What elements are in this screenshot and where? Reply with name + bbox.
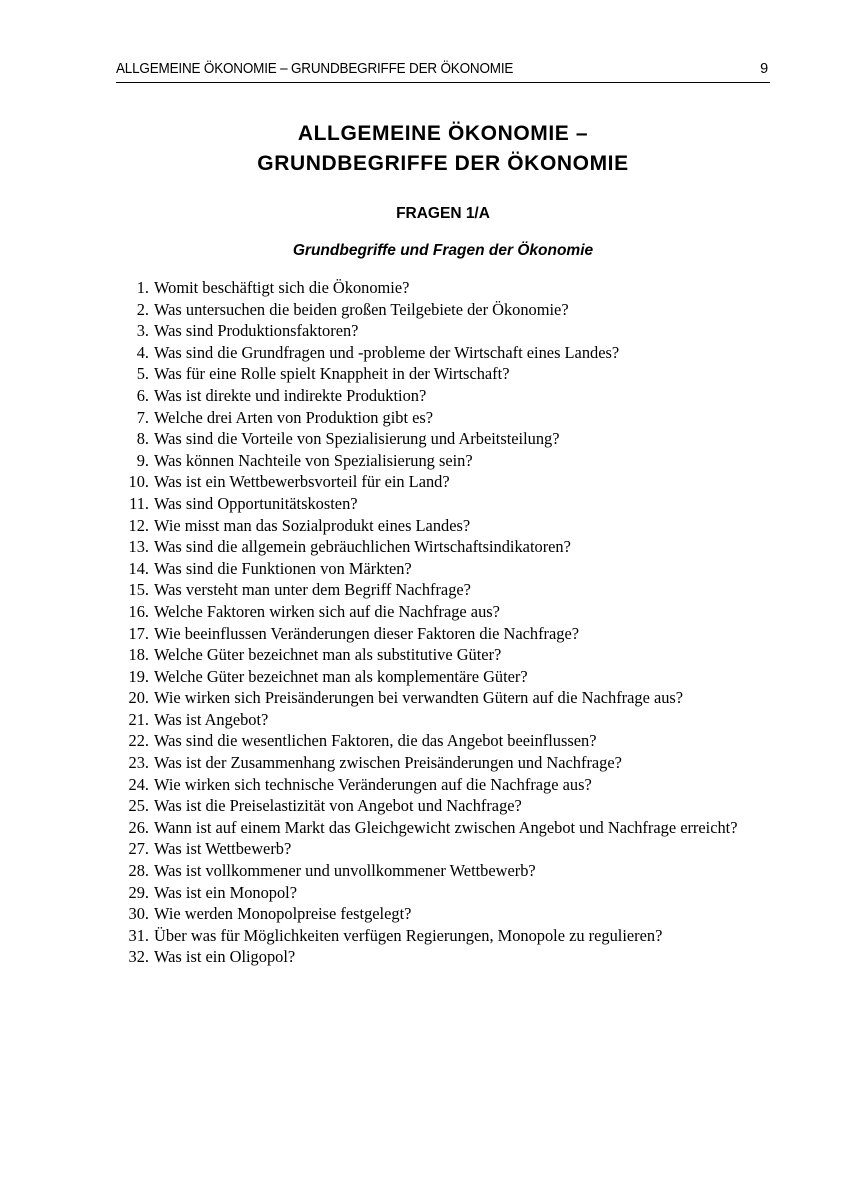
question-number: 13. [128,537,149,557]
question-number: 3. [136,321,149,341]
question-item [112,903,772,925]
question-item [112,860,772,882]
question-item [112,601,772,623]
question-text: Was ist der Zusammenhang zwischen Preisänderungen und Nachfrage? [154,753,622,773]
question-text: Was sind die allgemein gebräuchlichen Wirtschaftsindikatoren? [154,537,571,557]
question-number: 16. [128,601,149,621]
question-number: 12. [128,515,149,535]
question-number: 6. [136,385,149,405]
question-text: Was sind die wesentlichen Faktoren, die das Angebot beeinflussen? [154,731,597,751]
chapter-title [0,119,856,179]
question-item [112,342,772,364]
question-text: Was ist Angebot? [154,709,269,729]
question-number: 24. [128,774,149,794]
section-subtitle: Grundbegriffe und Fragen der Ökonomie [292,242,594,259]
question-text: Was sind Opportunitätskosten? [154,493,358,513]
question-number: 17. [128,623,149,643]
question-item [112,493,772,515]
question-text: Womit beschäftigt sich die Ökonomie? [154,278,410,297]
question-number: 27. [128,839,149,859]
question-text: Was für eine Rolle spielt Knappheit in der Wirtschaft? [154,364,510,384]
question-number: 4. [136,342,149,362]
running-header [116,60,770,83]
question-number: 7. [136,407,149,427]
question-item [112,925,772,947]
question-text: Welche drei Arten von Produktion gibt es? [154,407,434,427]
question-number: 15. [128,580,149,600]
question-text: Was sind die Funktionen von Märkten? [154,558,412,578]
question-text: Was ist ein Oligopol? [154,947,296,967]
question-number: 8. [136,429,149,449]
question-text: Was ist Wettbewerb? [154,839,292,859]
question-item [112,730,772,752]
question-number: 29. [128,882,149,902]
question-text: Was ist ein Wettbewerbsvorteil für ein Land? [154,472,450,492]
question-item [112,817,772,839]
question-text: Was können Nachteile von Spezialisierung sein? [154,450,473,470]
question-item [112,687,772,709]
question-item [112,385,772,407]
question-item [112,795,772,817]
question-item [112,838,772,860]
question-text: Was ist vollkommener und unvollkommener Wettbewerb? [154,861,536,881]
question-text: Was ist direkte und indirekte Produktion? [154,385,427,405]
question-item [112,536,772,558]
question-text: Welche Güter bezeichnet man als substitutive Güter? [154,645,502,665]
question-item [112,471,772,493]
question-item [112,644,772,666]
question-item [112,277,772,299]
question-number: 22. [128,731,149,751]
question-number: 19. [128,666,149,686]
question-text: Welche Faktoren wirken sich auf die Nachfrage aus? [154,601,500,621]
section-label: FRAGEN 1/A [396,205,490,222]
question-item [112,515,772,537]
question-text: Was sind Produktionsfaktoren? [154,321,359,341]
question-item [112,882,772,904]
question-number: 18. [128,645,149,665]
question-text: Wie werden Monopolpreise festgelegt? [154,904,412,924]
running-header-title: ALLGEMEINE ÖKONOMIE – GRUNDBEGRIFFE DER ÖKONOMIE [116,61,514,77]
question-number: 31. [128,925,149,945]
question-number: 26. [128,817,149,837]
question-text: Wie wirken sich technische Veränderungen auf die Nachfrage aus? [154,774,592,794]
question-item [112,299,772,321]
question-item [112,450,772,472]
question-text: Was ist die Preiselastizität von Angebot und Nachfrage? [154,796,522,816]
question-text: Wann ist auf einem Markt das Gleichgewicht zwischen Angebot und Nachfrage erreicht? [154,817,738,837]
question-list [112,277,772,968]
question-number: 25. [128,796,149,816]
question-item [112,946,772,968]
question-item [112,623,772,645]
question-item [112,579,772,601]
chapter-title-line-1: ALLGEMEINE ÖKONOMIE – [297,122,589,145]
question-text: Welche Güter bezeichnet man als komplementäre Güter? [154,666,528,686]
question-number: 1. [136,278,149,297]
question-number: 5. [136,364,149,384]
question-number: 9. [136,450,149,470]
question-number: 23. [128,753,149,773]
question-item [112,320,772,342]
question-number: 32. [128,947,149,967]
question-number: 20. [128,688,149,708]
question-text: Über was für Möglichkeiten verfügen Regierungen, Monopole zu regulieren? [154,925,663,945]
page-number: 9 [760,61,768,77]
question-item [112,363,772,385]
question-text: Wie beeinflussen Veränderungen dieser Faktoren die Nachfrage? [154,623,580,643]
question-number: 30. [128,904,149,924]
question-text: Wie wirken sich Preisänderungen bei verwandten Gütern auf die Nachfrage aus? [154,688,684,708]
question-text: Was sind die Vorteile von Spezialisierung und Arbeitsteilung? [154,429,560,449]
question-number: 11. [129,493,149,513]
question-item [112,709,772,731]
question-number: 28. [128,861,149,881]
question-item [112,428,772,450]
question-number: 10. [128,472,149,492]
question-item [112,558,772,580]
chapter-title-line-2: GRUNDBEGRIFFE DER ÖKONOMIE [257,152,629,175]
question-item [112,407,772,429]
question-text: Was untersuchen die beiden großen Teilgebiete der Ökonomie? [154,299,569,319]
question-item [112,666,772,688]
question-item [112,752,772,774]
question-text: Was versteht man unter dem Begriff Nachfrage? [154,580,471,600]
question-text: Wie misst man das Sozialprodukt eines Landes? [154,515,471,535]
question-number: 2. [136,299,149,319]
question-text: Was sind die Grundfragen und -probleme der Wirtschaft eines Landes? [154,342,620,362]
question-number: 21. [128,709,149,729]
question-item [112,774,772,796]
question-number: 14. [128,558,149,578]
question-text: Was ist ein Monopol? [154,882,297,902]
